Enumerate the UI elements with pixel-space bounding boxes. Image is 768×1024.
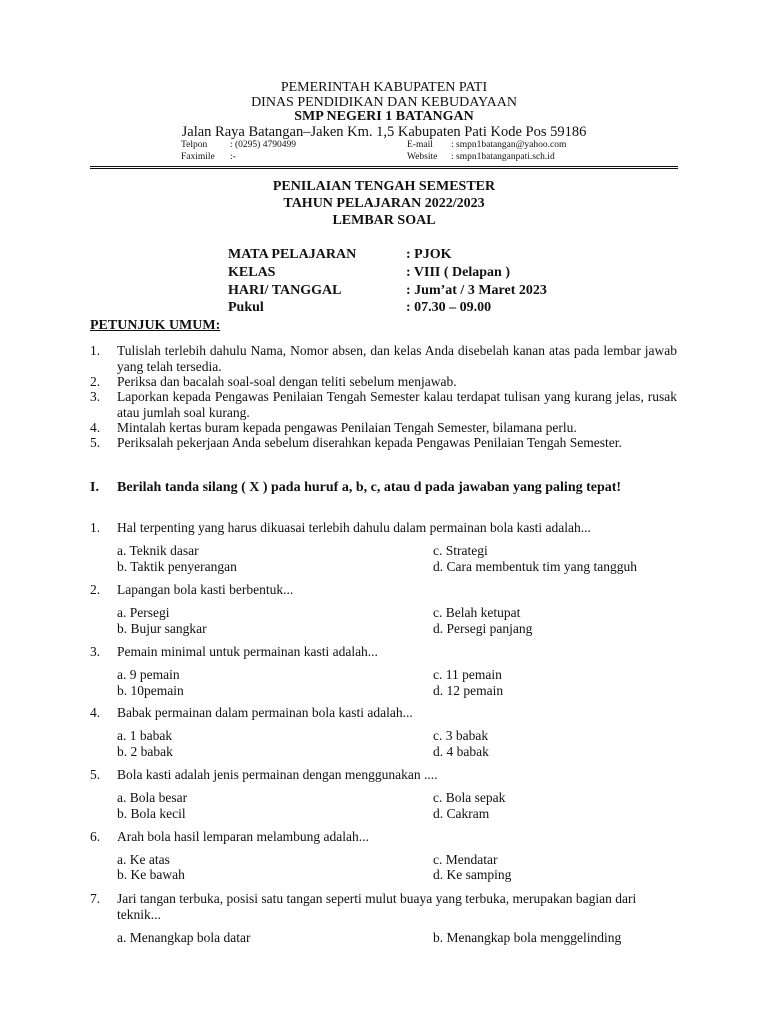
- option-a: a. Teknik dasar: [117, 543, 199, 558]
- instruction-text: Periksalah pekerjaan Anda sebelum diserahkan kepada Pengawas Penilaian Tengah Semester.: [117, 435, 622, 450]
- info-value-class: : VIII ( Delapan ): [406, 265, 510, 280]
- instruction-text: Tulislah terlebih dahulu Nama, Nomor absen, dan kelas Anda disebelah kanan atas pada lembar jawab yang telah tersedia.: [117, 343, 677, 374]
- option-a: a. 9 pemain: [117, 667, 180, 682]
- info-value-date: : Jum’at / 3 Maret 2023: [406, 283, 547, 298]
- question-text: Lapangan bola kasti berbentuk...: [117, 582, 294, 597]
- option-a: a. Bola besar: [117, 790, 188, 805]
- option-c: c. Mendatar: [433, 852, 498, 867]
- option-a: a. Persegi: [117, 605, 170, 620]
- exam-year: TAHUN PELAJARAN 2022/2023: [283, 196, 485, 211]
- option-b: b. 2 babak: [117, 744, 173, 759]
- header-department: DINAS PENDIDIKAN DAN KEBUDAYAAN: [251, 95, 517, 110]
- option-d: d. Ke samping: [433, 867, 512, 882]
- option-b: b. Bujur sangkar: [117, 621, 207, 636]
- question-number: 6.: [90, 829, 101, 844]
- faximile-value: :-: [230, 152, 236, 162]
- question-number: 2.: [90, 582, 101, 597]
- header-divider-thin: [90, 168, 678, 169]
- option-a: a. 1 babak: [117, 728, 173, 743]
- question-text: Babak permainan dalam permainan bola kasti adalah...: [117, 705, 413, 720]
- info-label-class: KELAS: [228, 265, 276, 280]
- info-label-subject: MATA PELAJARAN: [228, 247, 357, 262]
- instructions-title: PETUNJUK UMUM:: [90, 318, 221, 333]
- option-b: b. Ke bawah: [117, 867, 185, 882]
- question-text: Pemain minimal untuk permainan kasti adalah...: [117, 644, 378, 659]
- option-c: c. 11 pemain: [433, 667, 502, 682]
- section-instruction: Berilah tanda silang ( X ) pada huruf a, b, c, atau d pada jawaban yang paling tepat!: [117, 480, 622, 495]
- question-text: Bola kasti adalah jenis permainan dengan menggunakan ....: [117, 767, 438, 782]
- instruction-number: 3.: [90, 389, 101, 404]
- option-a: a. Menangkap bola datar: [117, 930, 251, 945]
- option-c: c. 3 babak: [433, 728, 489, 743]
- option-d: d. 4 babak: [433, 744, 489, 759]
- header-government: PEMERINTAH KABUPATEN PATI: [280, 80, 488, 95]
- telpon-value: : (0295) 4790499: [230, 140, 296, 150]
- instruction-number: 1.: [90, 343, 101, 358]
- header-address: Jalan Raya Batangan–Jaken Km. 1,5 Kabupaten Pati Kode Pos 59186: [181, 124, 587, 140]
- header-divider-thick: [90, 166, 678, 167]
- question-text: Hal terpenting yang harus dikuasai terlebih dahulu dalam permainan bola kasti adalah...: [117, 520, 591, 535]
- question-number: 7.: [90, 891, 101, 906]
- option-c: c. Belah ketupat: [433, 605, 521, 620]
- instruction-number: 5.: [90, 435, 101, 450]
- option-d: d. Persegi panjang: [433, 621, 533, 636]
- exam-sheet-label: LEMBAR SOAL: [332, 213, 436, 228]
- info-value-subject: : PJOK: [406, 247, 452, 262]
- question-number: 3.: [90, 644, 101, 659]
- website-label: Website: [407, 152, 438, 162]
- instruction-text: Periksa dan bacalah soal-soal dengan teliti sebelum menjawab.: [117, 374, 457, 389]
- question-text: Arah bola hasil lemparan melambung adalah...: [117, 829, 369, 844]
- section-number: I.: [90, 480, 99, 495]
- option-d: d. Cakram: [433, 806, 490, 821]
- option-b: b. 10pemain: [117, 683, 184, 698]
- exam-title: PENILAIAN TENGAH SEMESTER: [272, 179, 496, 194]
- telpon-label: Telpon: [181, 140, 208, 150]
- option-a: a. Ke atas: [117, 852, 170, 867]
- info-label-date: HARI/ TANGGAL: [228, 283, 342, 298]
- option-d: d. Cara membentuk tim yang tangguh: [433, 559, 637, 574]
- option-b: b. Taktik penyerangan: [117, 559, 237, 574]
- info-label-time: Pukul: [228, 300, 264, 315]
- question-number: 1.: [90, 520, 101, 535]
- question-number: 5.: [90, 767, 101, 782]
- faximile-label: Faximile: [181, 152, 215, 162]
- instruction-text: Laporkan kepada Pengawas Penilaian Tengah Semester kalau terdapat tulisan yang kurang jelas, rusak atau jumlah soal kurang.: [117, 389, 677, 420]
- option-c: c. Bola sepak: [433, 790, 506, 805]
- option-c: c. Strategi: [433, 543, 488, 558]
- option-b: b. Menangkap bola menggelinding: [433, 930, 622, 945]
- instruction-number: 2.: [90, 374, 101, 389]
- header-school-name: SMP NEGERI 1 BATANGAN: [294, 109, 474, 124]
- website-value: : smpn1batanganpati.sch.id: [451, 152, 555, 162]
- instruction-text: Mintalah kertas buram kepada pengawas Penilaian Tengah Semester, bilamana perlu.: [117, 420, 577, 435]
- email-label: E-mail: [407, 140, 433, 150]
- info-value-time: : 07.30 – 09.00: [406, 300, 492, 315]
- question-number: 4.: [90, 705, 101, 720]
- email-value: : smpn1batangan@yahoo.com: [451, 140, 567, 150]
- instruction-number: 4.: [90, 420, 101, 435]
- option-b: b. Bola kecil: [117, 806, 186, 821]
- question-text: Jari tangan terbuka, posisi satu tangan seperti mulut buaya yang terbuka, merupakan bagian dari teknik...: [117, 891, 637, 922]
- option-d: d. 12 pemain: [433, 683, 504, 698]
